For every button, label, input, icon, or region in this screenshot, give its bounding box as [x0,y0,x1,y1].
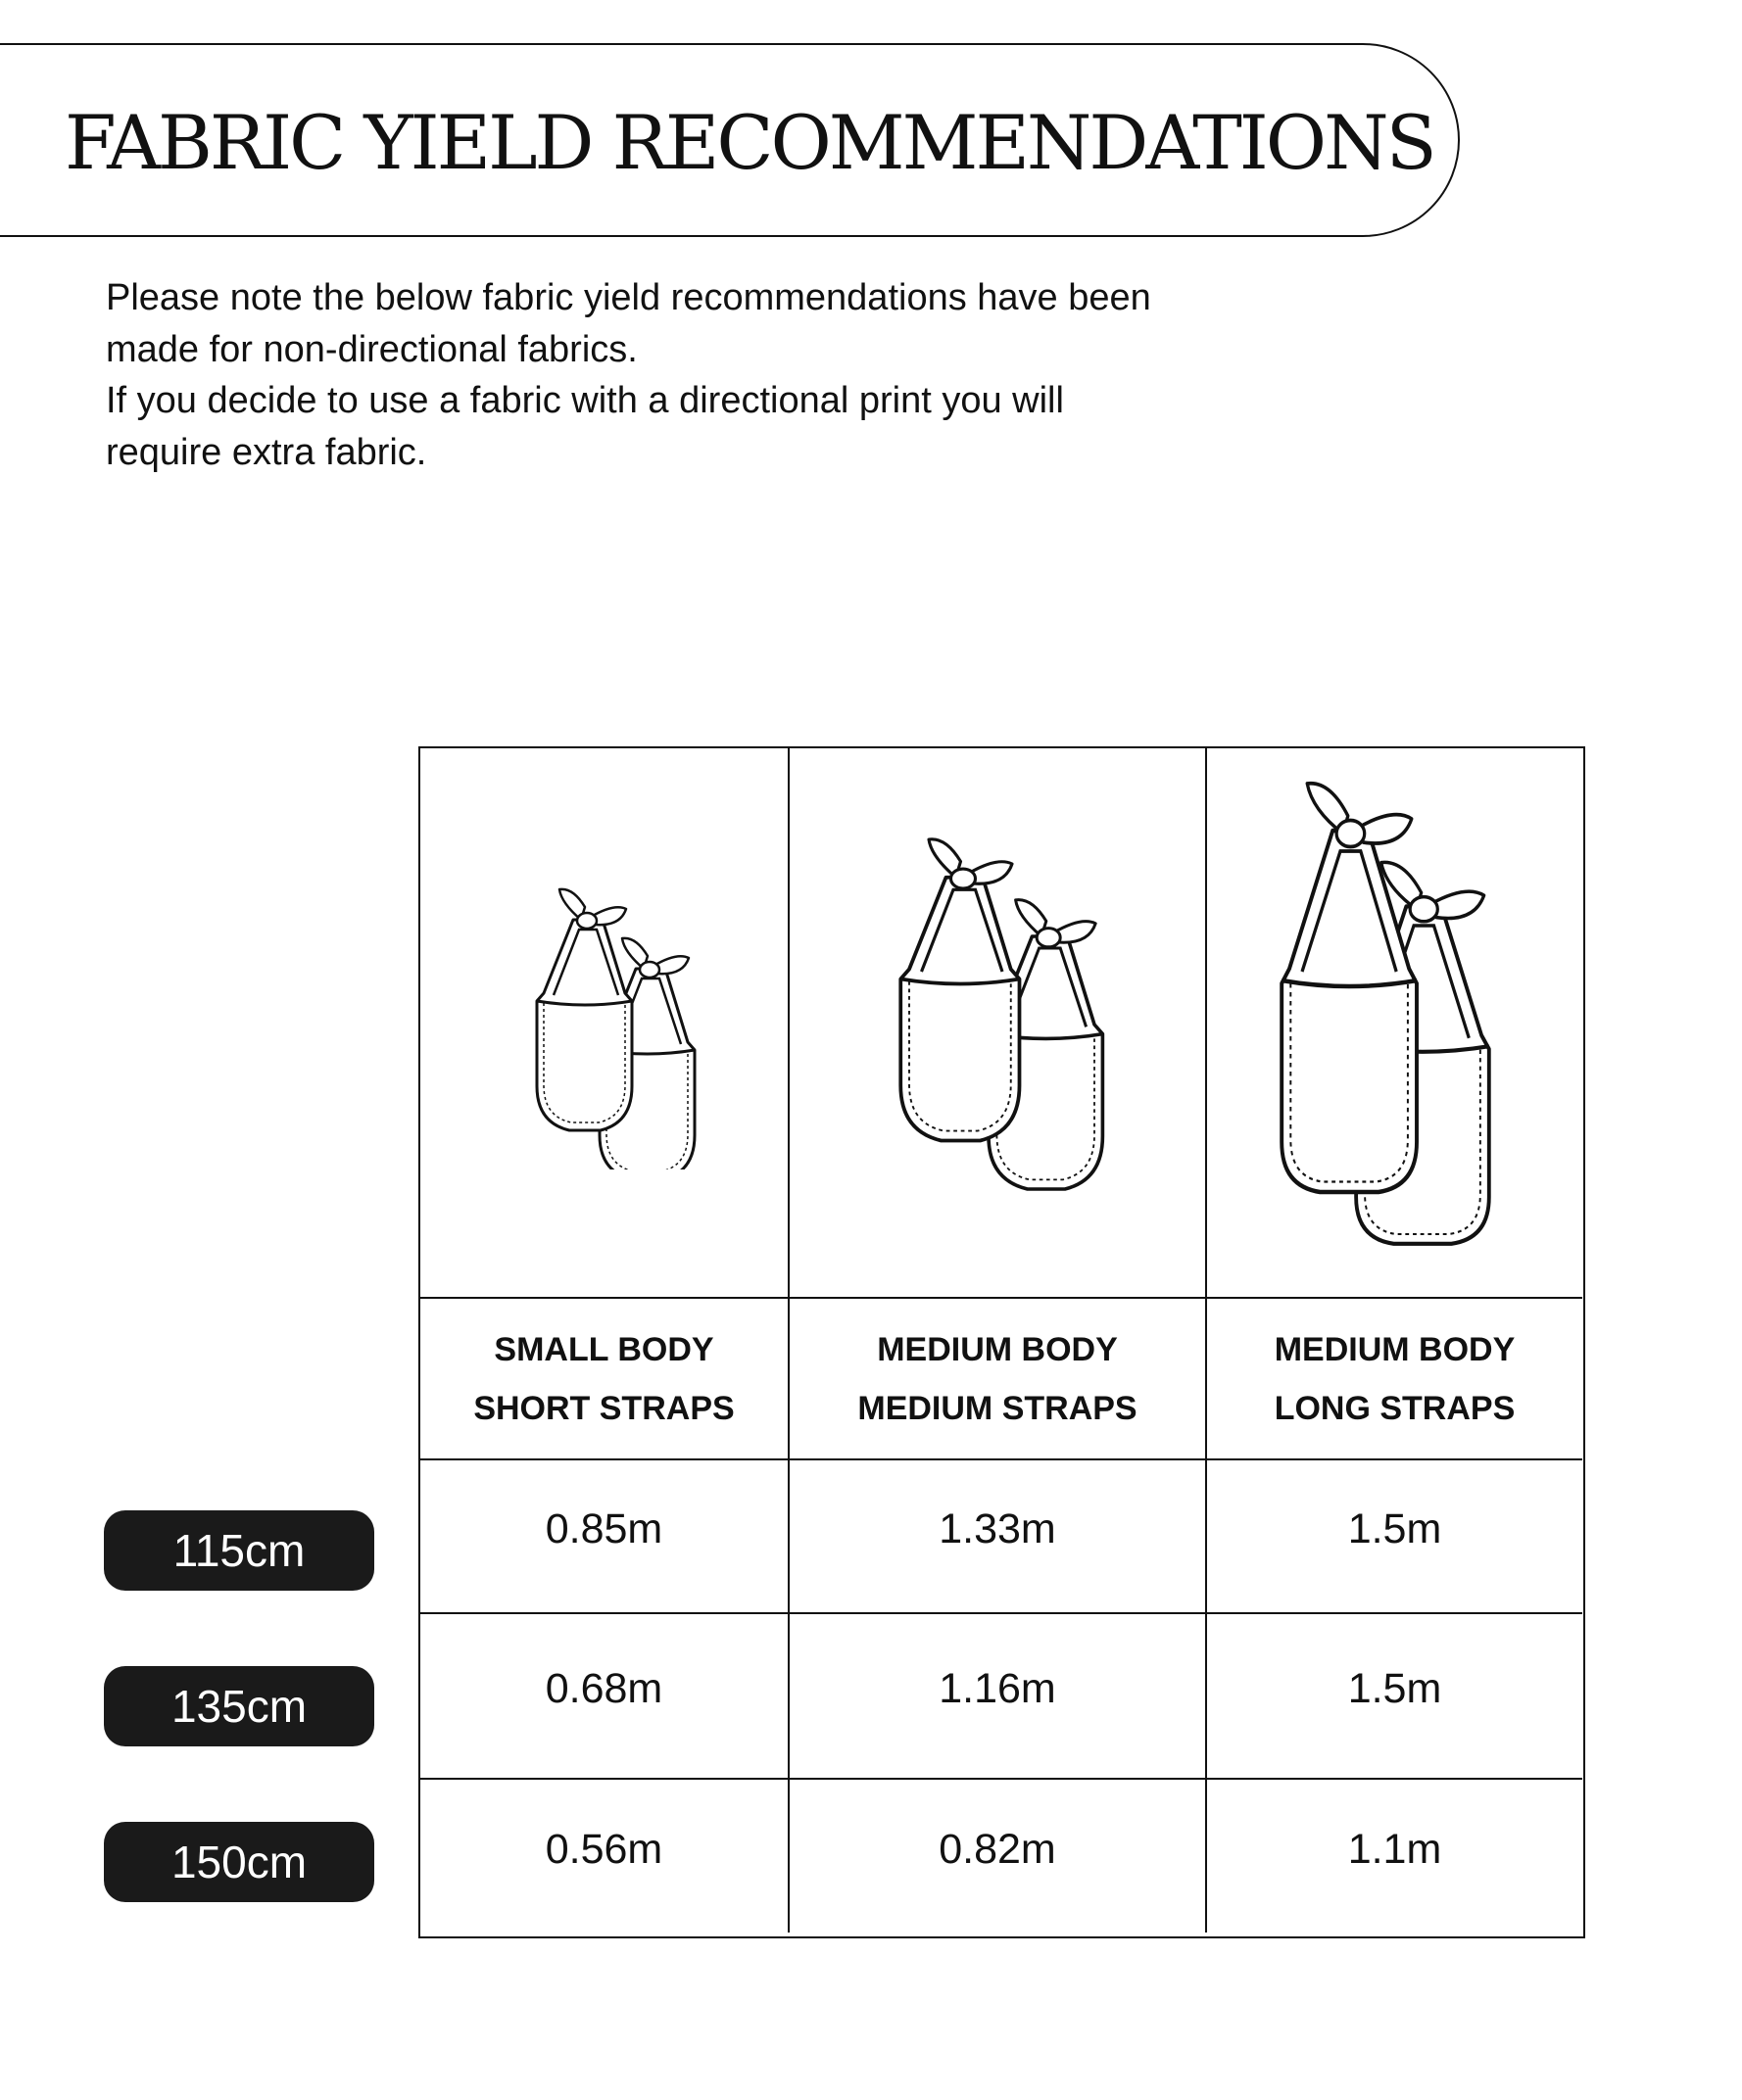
column-header-line: MEDIUM STRAPS [857,1389,1137,1427]
yield-cell: 1.1m [1347,1825,1442,1873]
illustration-cell [1207,748,1582,1299]
column-header-line: SMALL BODY [494,1330,714,1368]
yield-cell: 1.16m [790,1614,1207,1780]
column-header [420,1299,790,1460]
illustration-cell [420,748,790,1299]
small-bag-icon [467,876,742,1169]
fabric-width-label: 115cm [104,1510,374,1591]
illustration-cell [790,748,1207,1299]
intro-line: require extra fabric. [106,431,427,473]
column-header [1207,1299,1582,1460]
yield-cell: 1.5m [1207,1614,1582,1780]
fabric-width-label: 135cm [104,1666,374,1746]
intro-line: Please note the below fabric yield recommendations have been [106,277,1151,318]
intro-line: If you decide to use a fabric with a directional print you will [106,380,1064,421]
column-header-line: SHORT STRAPS [473,1389,735,1427]
fabric-yield-table [418,746,1585,1938]
column-header-line: LONG STRAPS [1274,1389,1516,1427]
column-header-line: MEDIUM BODY [1274,1330,1516,1368]
yield-cell: 0.85m [420,1460,790,1614]
intro-line: made for non-directional fabrics. [106,328,638,370]
column-header [790,1299,1207,1460]
yield-cell: 1.5m [1207,1460,1582,1614]
intro-text [106,272,1282,478]
column-header-line: MEDIUM BODY [877,1330,1118,1368]
yield-cell: 0.68m [420,1614,790,1780]
fabric-width-label: 150cm [104,1822,374,1902]
medium-bag-icon [836,817,1159,1228]
long-strap-bag-icon [1234,773,1557,1272]
yield-cell: 0.82m [790,1780,1207,1933]
yield-cell: 1.33m [790,1460,1207,1614]
yield-cell: 0.56m [420,1780,790,1933]
page-title: FABRIC YIELD RECOMMENDATIONS [65,99,1434,186]
